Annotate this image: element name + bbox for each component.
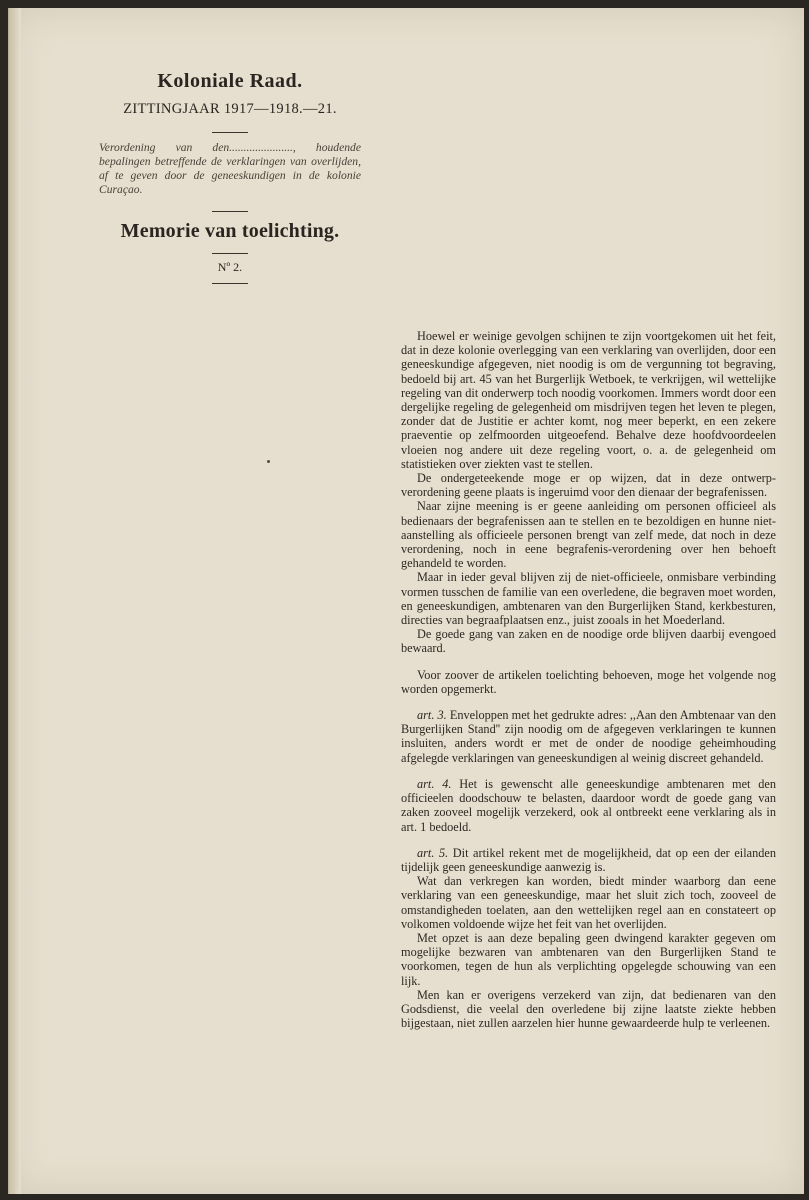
ink-speck (267, 460, 270, 463)
paragraph: De ondergeteekende moge er op wijzen, dat in deze ontwerp-verordening geene plaats is ingeruimd voor den dienaar der begrafenissen. (401, 471, 776, 500)
article-paragraph: art. 5. Dit artikel rekent met de mogelijkheid, dat op een der eilanden tijdelijk geen geneeskundige aanwezig is. (401, 845, 776, 874)
divider (212, 211, 248, 212)
divider (212, 253, 248, 254)
document-header (94, 70, 366, 292)
article-paragraph: art. 3. Enveloppen met het gedrukte adres: ,,Aan den Ambtenaar van den Burgerlijken Stand'' zijn noodig om de afgegeven verklaringen te kunnen insluiten, anders wordt er met de onder de noodige geheimhouding afgelegde verklaringen van geneeskundigen al weinig discreet gehandeld. (401, 708, 776, 765)
paragraph: De goede gang van zaken en de noodige orde blijven daarbij evengoed bewaard. (401, 627, 776, 656)
council-title: Koloniale Raad. (157, 70, 303, 92)
document-page (8, 8, 804, 1194)
document-number: Nº 2. (217, 260, 243, 274)
binding-gutter (9, 8, 21, 1194)
memorie-body (401, 329, 776, 1030)
paragraph: Naar zijne meening is er geene aanleiding om personen officieel als bedienaars der begrafenissen aan te stellen en te bezoldigen en hunne niet-aanstelling als officieele personen brengt van zelf mede, dat noch in deze verordening, noch in eene begrafenis-verordening over hen behoeft gehandeld te worden. (401, 499, 776, 571)
paragraph: Met opzet is aan deze bepaling geen dwingend karakter gegeven om mogelijke bezwaren van ambtenaren van den Burgerlijken Stand te voorkomen, tegen de hun als verplichting opgelegde schouwing van een lijk. (401, 930, 776, 988)
paragraph: Men kan er overigens verzekerd van zijn, dat bedienaren van den Godsdienst, die veelal den overledene bij zijne laatste ziekte hebben bijgestaan, niet zullen aarzelen hier hunne gewaardeerde hulp te verleenen. (401, 987, 776, 1031)
memorie-heading: Memorie van toelichting. (120, 220, 340, 242)
divider (212, 132, 248, 133)
paragraph: Wat dan verkregen kan worden, biedt minder waarborg dan eene verklaring van een geneeskundige, maar het sluit zich toch, zooveel de omstandigheden toelaten, aan den wettelijken regel aan en constateert op volkomen voldoende wijze het feit van het overlijden. (401, 874, 776, 931)
ordinance-title: Verordening van den......................, houdende bepalingen betreffende de verklaringen van overlijden, af te geven door de geneeskundigen in de kolonie Curaçao. (99, 141, 361, 196)
paragraph: Maar in ieder geval blijven zij de niet-officieele, onmisbare verbinding vormen tusschen de familie van een overledene, die begraven moet worden, en geneeskundigen, ambtenaren van den Burgerlijken Stand, kerkbesturen, directies van begraafplaatsen enz., juist zooals in het Moederland. (401, 570, 776, 628)
divider (212, 283, 248, 284)
session-year: ZITTINGJAAR 1917—1918.—21. (123, 101, 337, 117)
article-paragraph: art. 4. Het is gewenscht alle geneeskundige ambtenaren met den officieelen doodschouw te belasten, daardoor wordt de goede gang van zaken zooveel mogelijk verzekerd, ook al ontbreekt eene verklaring als in art. 1 bedoeld. (401, 776, 776, 834)
paragraph: Hoewel er weinige gevolgen schijnen te zijn voortgekomen uit het feit, dat in deze kolonie overlegging van een verklaring van overlijden, door een geneeskundige afgegeven, niet noodig is om de vergunning tot begraving, bedoeld bij art. 45 van het Burgerlijk Wetboek, te verkrijgen, wil wettelijke regeling van dit onderwerp toch noodig voorkomen. Immers wordt door een dergelijke regeling de gelegenheid om misdrijven tegen het leven te plegen, zonder dat de Justitie er achter komt, nog meer beperkt, en een zekere praeventie op zelfmoorden uitgeoefend. Behalve deze hoofdvoordeelen vloeien nog andere uit deze regeling voort, o. a. de gelegenheid om statistieken over ziekten vast te stellen. (401, 329, 776, 471)
paragraph: Voor zoover de artikelen toelichting behoeven, moge het volgende nog worden opgemerkt. (401, 667, 776, 696)
